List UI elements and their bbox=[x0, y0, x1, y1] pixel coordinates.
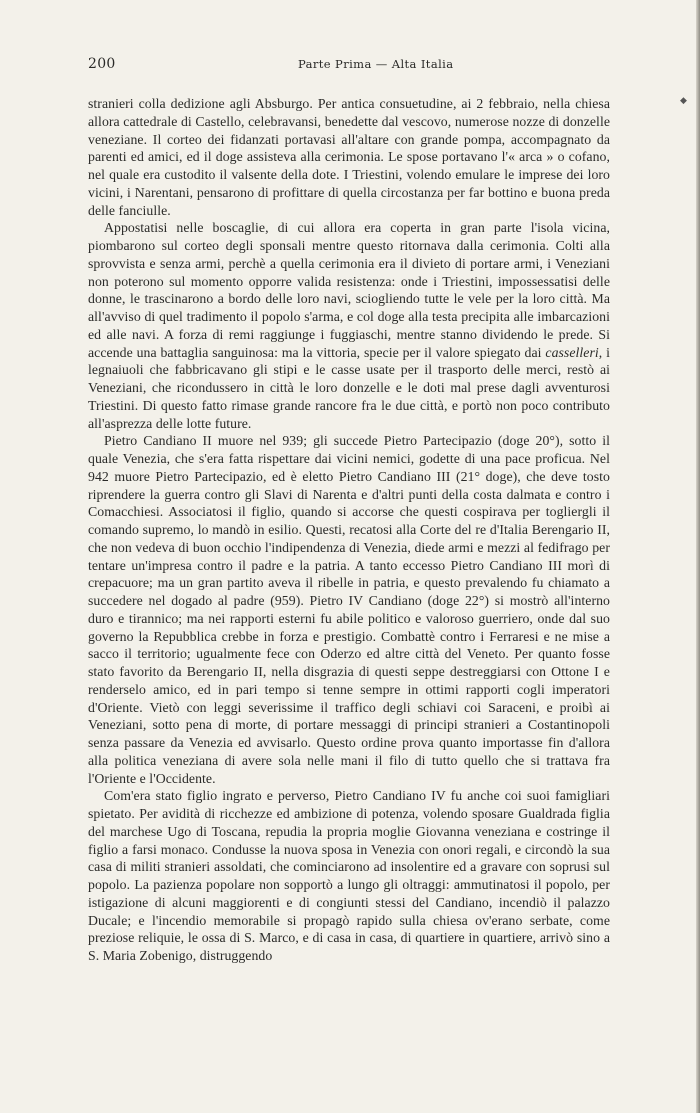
running-head: Parte Prima — Alta Italia bbox=[298, 57, 454, 71]
paragraph-1: stranieri colla dedizione agli Absburgo. Per antica consuetudine, ai 2 febbraio, nella chiesa allora cattedrale di Castello, celebravansi, benedette dal vescovo, numerose nozze di donzelle veneziane. Il corteo dei fidanzati portavasi all'altare con grande pompa, accompagnato da parenti ed amici, ed il doge assisteva alla cerimonia. Le spose portavano l'« arca » o cofano, nel quale era custodito il valsente della dote. I Triestini, volendo emulare le imprese dei loro vicini, i Narentani, pensarono di profittare di quella circostanza per far bottino e buona preda delle fanciulle. bbox=[88, 96, 610, 218]
page-number: 200 bbox=[88, 56, 116, 72]
margin-mark-icon: ◆ bbox=[680, 96, 687, 106]
paragraph-2-text-before: Appostatisi nelle boscaglie, di cui allora era coperta in gran parte l'isola vicina, piombarono sul corteo degli sponsali mentre questo ritornava dalla cerimonia. Colti alla sprovvista e senza armi, perchè a quella cerimonia era il divieto di portare armi, i Veneziani non poterono sul momento opporre valida resistenza: onde i Triestini, impossessatisi delle donne, le trascinarono a bordo delle loro navi, sciogliendo tutte le vele per la loro città. Ma all'avviso di quel tradimento il popolo s'arma, e col doge alla testa precipita alle imbarcazioni ed alle navi. A forza di remi raggiunge i fuggiaschi, mentre stanno dividendo le prede. Si accende una battaglia sanguinosa: ma la vittoria, specie per il valore spiegato dai bbox=[88, 220, 610, 360]
paragraph-3: Pietro Candiano II muore nel 939; gli succede Pietro Partecipazio (doge 20°), sotto il quale Venezia, che s'era fatta rispettare dai vicini nemici, godette di una pace proficua. Nel 942 muore Pietro Partecipazio, ed è eletto Pietro Candiano III (21° doge), che deve tosto riprendere la guerra contro gli Slavi di Narenta e d'altri punti della costa dalmata e contro i Comacchiesi. Associatosi il figlio, quando si accorse che questi cospirava per togliergli il comando supremo, lo mandò in esilio. Questi, recatosi alla Corte del re d'Italia Berengario II, che non vedeva di buon occhio l'indipendenza di Venezia, diede armi e mezzi al fedifrago per tentare un'impresa contro il padre e la patria. A tanto eccesso Pietro Candiano III morì di crepacuore; ma un gran partito aveva il ribelle in patria, e questo prevalendo fu chiamato a succedere nel dogado al padre (959). Pietro IV Candiano (doge 22°) si mostrò all'interno duro e tirannico; ma nei rapporti esterni fu abile politico e valoroso guerriero, onde dal suo governo la Repubblica crebbe in forza e prestigio. Combattè contro i Ferraresi e ne mise a sacco il territorio; ugualmente fece con Oderzo ed altre città del Veneto. Per quanto fosse stato favorito da Berengario II, nella disgrazia di questi seppe destreggiarsi con Ottone I e renderselo amico, ed in pari tempo si tenne sempre in ottimi rapporti cogli imperatori d'Oriente. Vietò con leggi severissime il traffico degli schiavi coi Saraceni, e proibì ai Veneziani, sotto pena di morte, di portare messaggi di principi stranieri a Costantinopoli senza passare da Venezia ed avvisarlo. Questo ordine prova quanto importasse fin d'allora alla politica veneziana di avere sola nelle mani il filo di tutto quello che si trattava fra l'Oriente e l'Occidente. bbox=[88, 433, 610, 786]
page-header bbox=[88, 56, 608, 76]
page-edge bbox=[696, 0, 700, 1113]
paragraph-4: Com'era stato figlio ingrato e perverso, Pietro Candiano IV fu anche coi suoi famigliari spietato. Per avidità di ricchezze ed ambizione di potenza, volendo sposare Gualdrada figlia del marchese Ugo di Toscana, repudia la propria moglie Giovanna veneziana e costringe il figlio a farsi monaco. Condusse la nuova sposa in Venezia con onori regali, e circondò la sua casa di militi stranieri assoldati, che cominciarono ad insolentire ed a gravare con soprusi sul popolo. La pazienza popolare non sopportò a lungo gli oltraggi: ammutinatosi il popolo, per istigazione di alcuni maggiorenti e di congiunti stessi del Candiano, incendiò il palazzo Ducale; e l'incendio memorabile si propagò rapido sulla chiesa ov'erano serbate, come preziose reliquie, le ossa di S. Marco, e di casa in casa, di quartiere in quartiere, arrivò sino a S. Maria Zobenigo, distruggendo bbox=[88, 788, 610, 963]
paragraph-2-text-after: , i legnaiuoli che fabbricavano gli stipi e le casse usate per il trasporto delle merci, restò ai Veneziani, che ricondussero in città le loro donzelle e le doti mal prese dagli avventurosi Triestini. Di questo fatto rimase grande rancore fra le due città, e portò non poco contributo all'asprezza delle lotte future. bbox=[88, 344, 610, 431]
paragraph-2-italic-term: casselleri bbox=[545, 344, 599, 360]
paragraph-2 bbox=[88, 219, 610, 432]
body-text bbox=[88, 95, 610, 965]
